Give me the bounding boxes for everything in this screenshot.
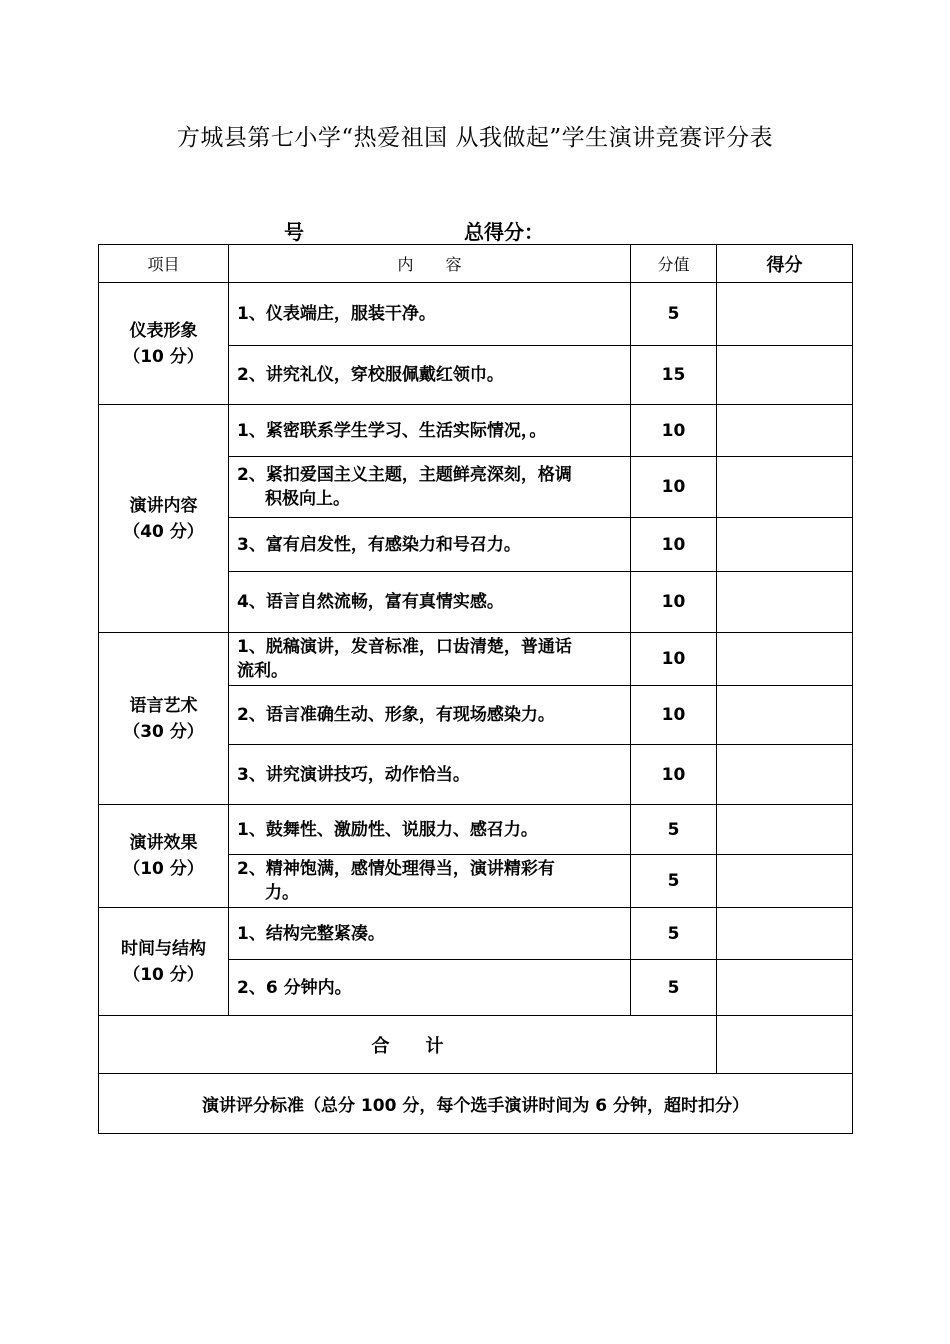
table-row (99, 805, 853, 855)
score-cell[interactable] (717, 405, 853, 457)
score-cell[interactable] (717, 855, 853, 908)
criterion-text: 2、6 分钟内。 (229, 960, 631, 1016)
criterion-points: 10 (631, 572, 717, 633)
header-points: 分值 (631, 245, 717, 283)
total-score-blank[interactable] (544, 222, 616, 245)
criterion-points: 10 (631, 686, 717, 745)
table-row (99, 405, 853, 457)
criterion-text (229, 457, 631, 518)
criterion-points: 10 (631, 745, 717, 805)
criterion-line-2: 力。 (265, 883, 299, 903)
criterion-points: 10 (631, 633, 717, 686)
scoring-standard-note: 演讲评分标准（总分 100 分，每个选手演讲时间为 6 分钟，超时扣分） (99, 1074, 853, 1134)
header-fields (218, 216, 616, 246)
total-label: 合 计 (99, 1016, 717, 1074)
criterion-text (229, 855, 631, 908)
score-cell[interactable] (717, 805, 853, 855)
criterion-points: 5 (631, 283, 717, 346)
table-row (99, 633, 853, 686)
category-max: （10 分） (123, 346, 204, 367)
score-cell[interactable] (717, 633, 853, 686)
category-language-art (99, 633, 229, 805)
criterion-points: 5 (631, 960, 717, 1016)
total-score-label: 总得分： (464, 220, 544, 244)
category-max: （10 分） (123, 859, 204, 879)
page-title: 方城县第七小学“热爱祖国 从我做起”学生演讲竞赛评分表 (176, 125, 774, 151)
criterion-points: 15 (631, 346, 717, 405)
category-name: 演讲效果 (129, 833, 198, 853)
category-appearance (99, 283, 229, 405)
score-cell[interactable] (717, 960, 853, 1016)
criterion-text: 1、仪表端庄，服装干净。 (229, 283, 631, 346)
criterion-line-1: 1、脱稿演讲，发音标准，口齿清楚，普通话 (237, 637, 572, 657)
total-row (99, 1016, 853, 1074)
score-cell[interactable] (717, 745, 853, 805)
contestant-number-label: 号 (284, 220, 304, 244)
score-cell[interactable] (717, 908, 853, 960)
category-name: 时间与结构 (121, 938, 206, 959)
criterion-line-1: 2、精神饱满，感情处理得当，演讲精彩有 (237, 859, 555, 879)
criterion-line-1: 2、紧扣爱国主义主题，主题鲜亮深刻，格调 (237, 465, 572, 485)
category-max: （40 分） (123, 521, 204, 542)
category-speech-effect (99, 805, 229, 908)
category-name: 仪表形象 (129, 320, 198, 341)
score-cell[interactable] (717, 686, 853, 745)
criterion-text: 2、语言准确生动、形象，有现场感染力。 (229, 686, 631, 745)
criterion-text: 4、语言自然流畅，富有真情实感。 (229, 572, 631, 633)
category-max: （30 分） (123, 721, 204, 742)
table-row (99, 283, 853, 346)
criterion-line-2: 流利。 (237, 661, 288, 681)
criterion-text: 1、紧密联系学生学习、生活实际情况，。 (229, 405, 631, 457)
category-name: 语言艺术 (129, 695, 198, 716)
criterion-points: 5 (631, 855, 717, 908)
score-cell[interactable] (717, 457, 853, 518)
total-score-cell[interactable] (717, 1016, 853, 1074)
contestant-number-blank[interactable] (218, 222, 284, 245)
criterion-points: 10 (631, 457, 717, 518)
criterion-points: 5 (631, 805, 717, 855)
category-name: 演讲内容 (129, 495, 198, 516)
score-cell[interactable] (717, 572, 853, 633)
criterion-text: 3、讲究演讲技巧，动作恰当。 (229, 745, 631, 805)
criterion-line-2: 积极向上。 (265, 489, 350, 509)
footer-row (99, 1074, 853, 1134)
table-header-row (99, 245, 853, 283)
header-content: 内 容 (229, 245, 631, 283)
score-cell[interactable] (717, 283, 853, 346)
criterion-text: 2、讲究礼仪，穿校服佩戴红领巾。 (229, 346, 631, 405)
table-row (99, 908, 853, 960)
header-score: 得分 (717, 245, 853, 283)
criterion-text: 3、富有启发性，有感染力和号召力。 (229, 518, 631, 572)
category-speech-content (99, 405, 229, 633)
criterion-points: 5 (631, 908, 717, 960)
criterion-text (229, 633, 631, 686)
criterion-points: 10 (631, 405, 717, 457)
criterion-text: 1、结构完整紧凑。 (229, 908, 631, 960)
header-item: 项目 (99, 245, 229, 283)
criterion-points: 10 (631, 518, 717, 572)
criterion-text: 1、鼓舞性、激励性、说服力、感召力。 (229, 805, 631, 855)
scoring-table (98, 244, 853, 1134)
category-max: （10 分） (123, 964, 204, 985)
score-cell[interactable] (717, 346, 853, 405)
category-time-structure (99, 908, 229, 1016)
score-cell[interactable] (717, 518, 853, 572)
